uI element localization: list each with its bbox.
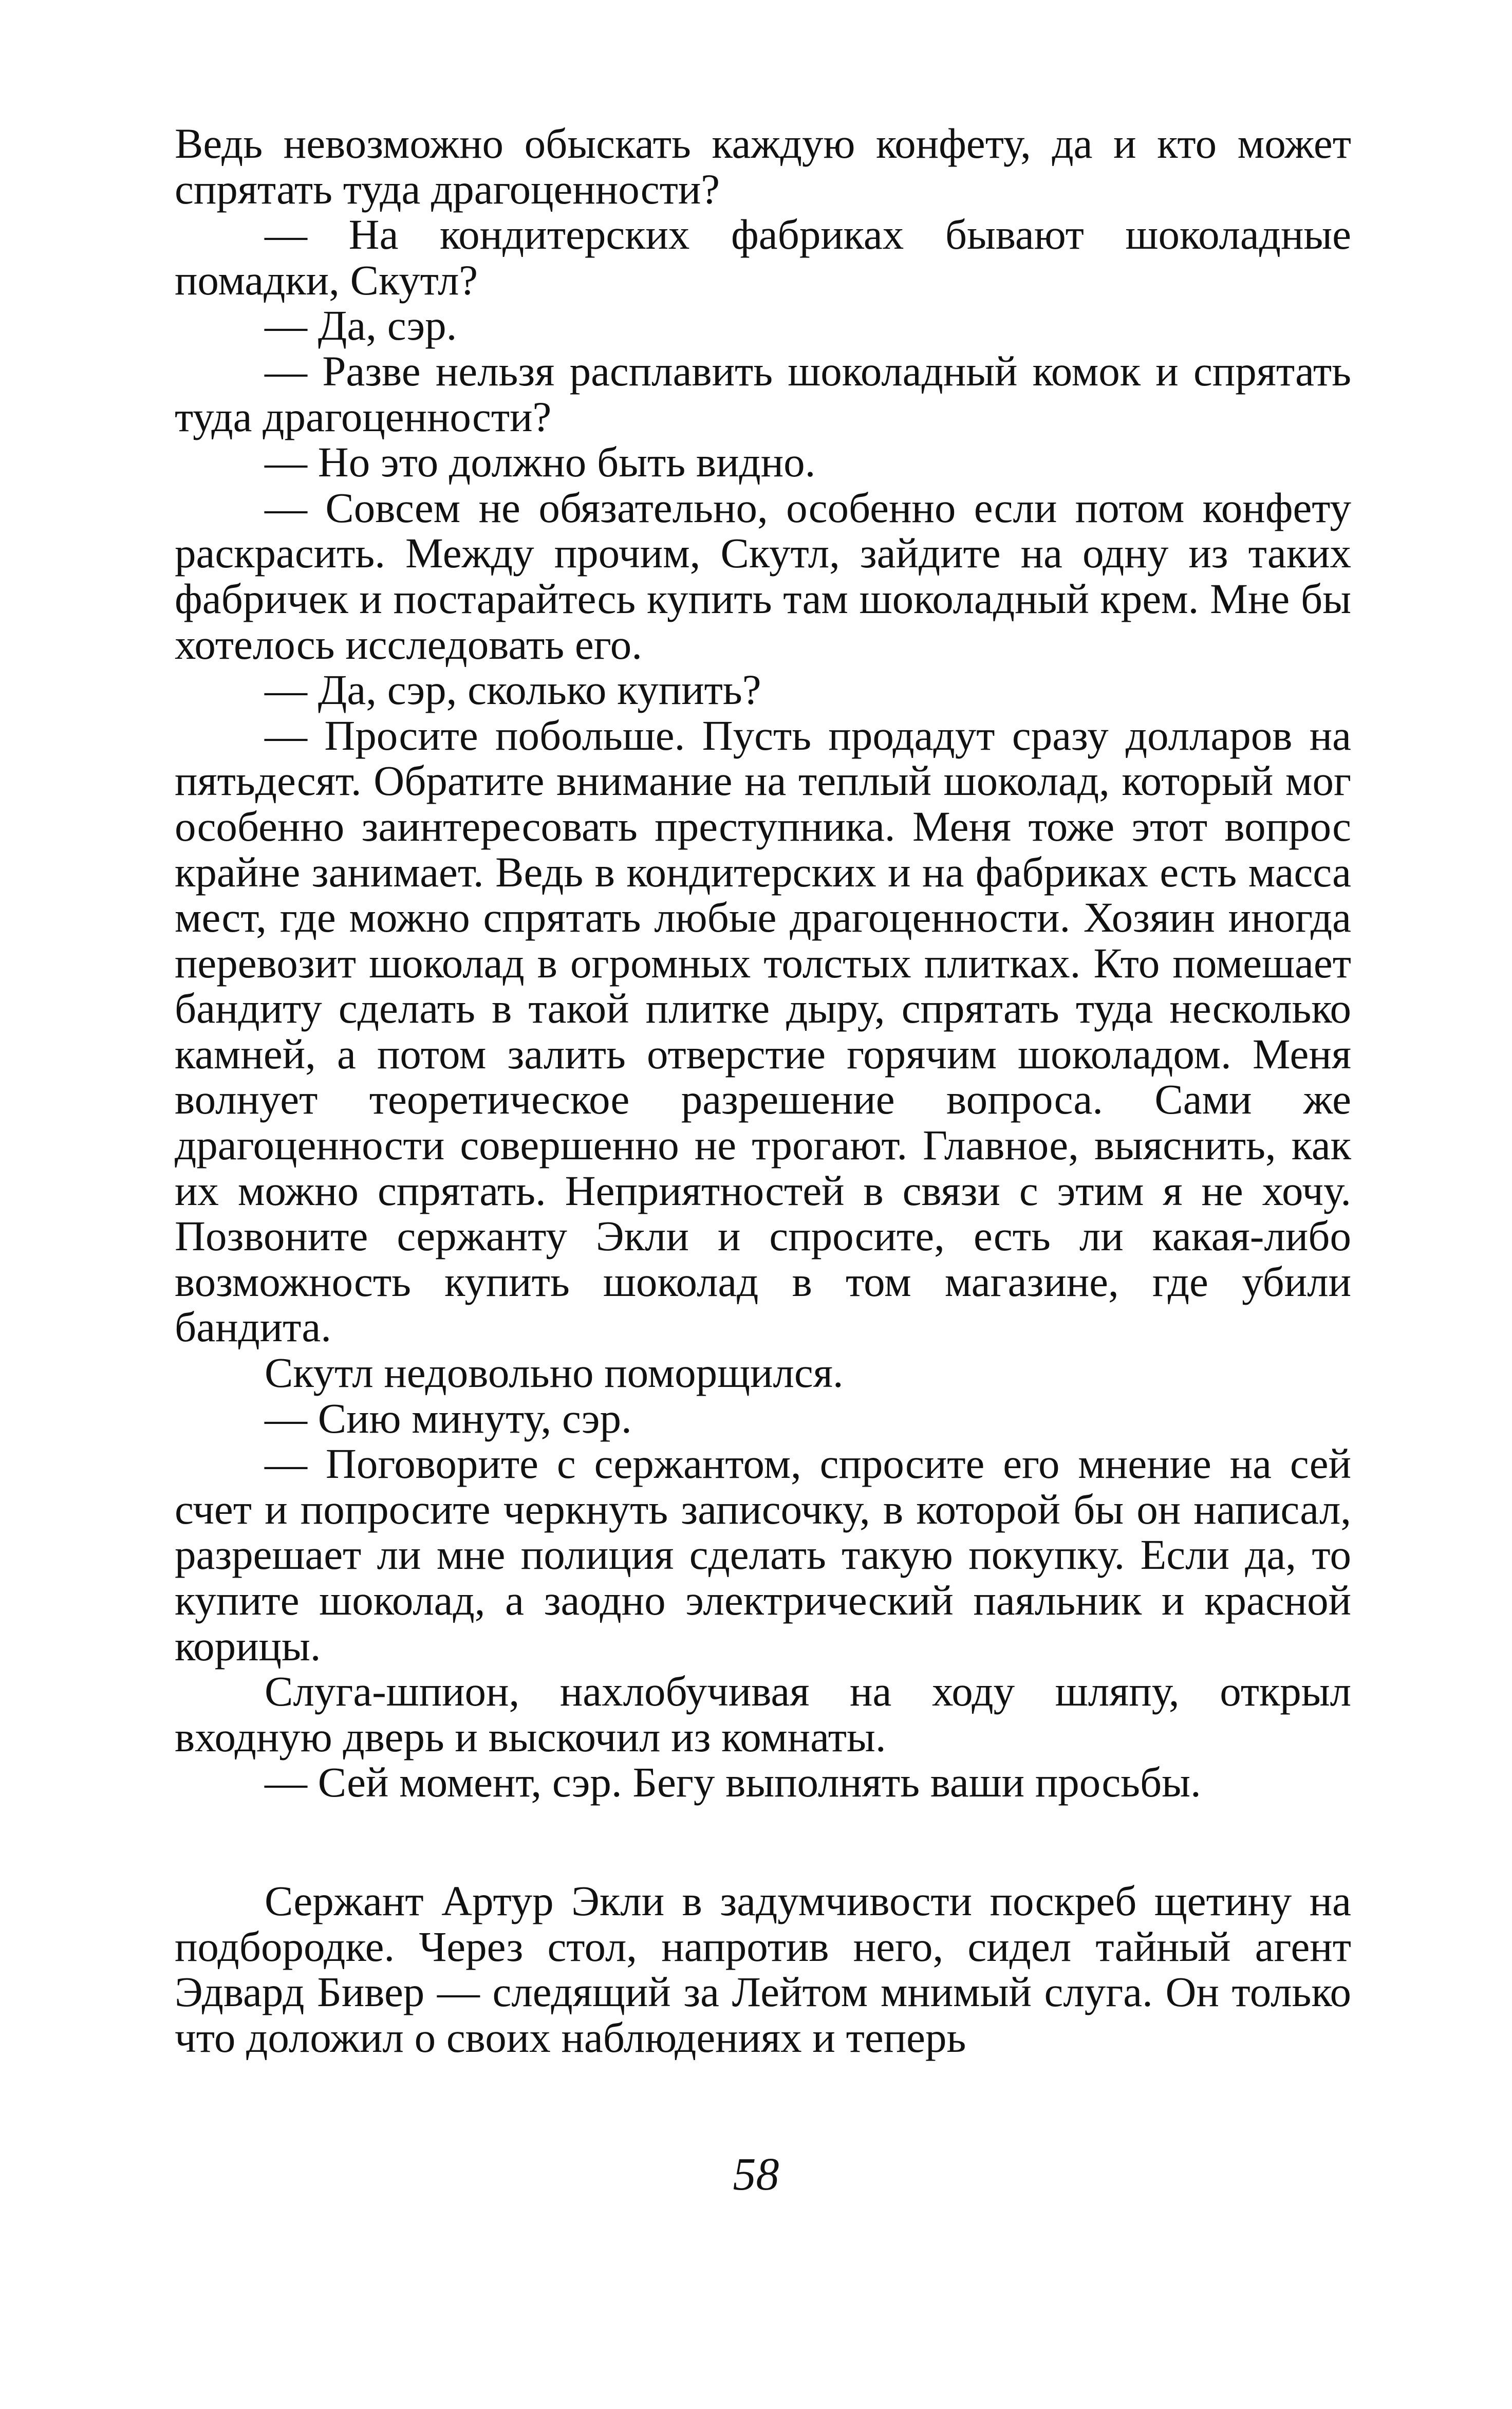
paragraph-10: — Сию минуту, сэр.: [265, 1394, 632, 1442]
paragraph-2: — На кондитерских фабриках бывают шоколадные помадки, Скутл?: [175, 211, 1351, 304]
paragraph-14: Сержант Артур Экли в задумчивости поскреб щетину на подбородке. Через стол, напротив него, сидел тайный агент Эдвард Бивер — следящий за Лейтом мнимый слуга. Он только что доложил о своих наблюдениях и теперь: [175, 1877, 1351, 2061]
body-text: [175, 121, 1351, 2060]
paragraph-12: Слуга-шпион, нахлобучивая на ходу шляпу, открыл входную дверь и выскочил из комнаты.: [175, 1667, 1351, 1761]
paragraph-6: — Совсем не обязательно, особенно если потом конфету раскрасить. Между прочим, Скутл, зайдите на одну из таких фабричек и постарайтесь купить там шоколадный крем. Мне бы хотелось исследовать его.: [175, 484, 1351, 668]
paragraph-3: — Да, сэр.: [265, 302, 457, 349]
paragraph-7: — Да, сэр, сколько купить?: [265, 666, 761, 714]
paragraph-5: — Но это должно быть видно.: [265, 438, 816, 486]
paragraph-1: Ведь невозможно обыскать каждую конфету, да и кто может спрятать туда драгоценности?: [175, 120, 1351, 213]
paragraph-13: — Сей момент, сэр. Бегу выполнять ваши просьбы.: [265, 1758, 1201, 1806]
paragraph-8: — Просите побольше. Пусть продадут сразу долларов на пятьдесят. Обратите внимание на теплый шоколад, который мог особенно заинтересовать преступника. Меня тоже этот вопрос крайне занимает. Ведь в кондитерских и на фабриках есть масса мест, где можно спрятать любые драгоценности. Хозяин иногда перевозит шоколад в огромных толстых плитках. Кто помешает бандиту сделать в такой плитке дыру, спрятать туда несколько камней, а потом залить отверстие горячим шоколадом. Меня волнует теоретическое разрешение вопроса. Сами же драгоценности совершенно не трогают. Главное, выяснить, как их можно спрятать. Неприятностей в связи с этим я не хочу. Позвоните сержанту Экли и спросите, есть ли какая-либо возможность купить шоколад в том магазине, где убили бандита.: [175, 711, 1351, 1351]
paragraph-4: — Разве нельзя расплавить шоколадный комок и спрятать туда драгоценности?: [175, 347, 1351, 440]
page-number: 58: [733, 2149, 779, 2200]
paragraph-11: — Поговорите с сержантом, спросите его мнение на сей счет и попросите черкнуть записочку, в которой бы он написал, разрешает ли мне полиция сделать такую покупку. Если да, то купите шоколад, а заодно электрический паяльник и красной корицы.: [175, 1440, 1351, 1670]
paragraph-9: Скутл недовольно поморщился.: [265, 1349, 844, 1397]
